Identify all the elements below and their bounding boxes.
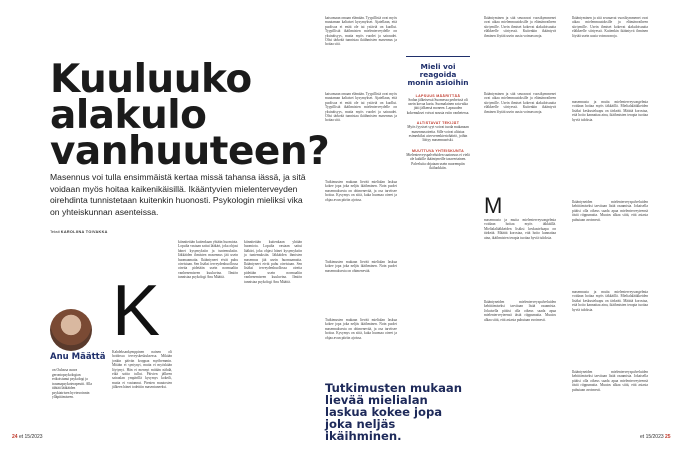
article-column: katsomaan omaan elämään. Tyypillistä ovat myös muutaman kaltaiset kysymykset. Ajatellaan, että puolisoa ei enää ole tai ystäviä on kuollut. Tyypillistä ikäihmisten mielenterveydelle on yksinäisyys, mutta myös vuodet ja sairaudet. Olisi tärkeää tunnistaa ikäihmisten masennus ja hoitaa sitä. (325, 16, 397, 47)
pull-quote: Tutkimusten mukaan lievää mielialan laskua kokee jopa joka neljäs ikäihminen. (325, 381, 462, 443)
page-footer-left (12, 434, 43, 440)
article-column: kiinnitetään kuitenkaan yhtään huomiota. Lopulta vastaan sattui lääkäri, joka ohjasi hänet kysymyksiin ja tuntemuksiin. Iäkkäiden ihmisten masennus jää usein huomaamatta. Ikääntyneet eivät puhu oireistaan. Sen lisäksi terveydenhuollossa oireita pidetään usein normaaliin vanhenemiseen kuuluvina. Ilmiön tunnistaa psykologi Anu Määttä. (244, 240, 302, 284)
article-column: masennusta ja muita mielenterveysongelmia voidaan hoitaa myös iäkkäillä. Mielialalääkkeiden lisäksi keskusteluapu on tärkeää. Määttä korostaa, että hoito kannattaa aina, ikäihmisten terapia tuottaa hyviä tuloksia. (572, 290, 648, 312)
sidebar-box (406, 56, 470, 170)
article-column: katsomaan omaan elämään. Tyypillistä ovat myös muutaman kaltaiset kysymykset. Ajatellaan, että puolisoa ei enää ole tai ystäviä on kuollut. Tyypillistä ikäihmisten mielenterveydelle on yksinäisyys, mutta myös vuodet ja sairaudet. Olisi tärkeää tunnistaa ikäihmisten masennus ja hoitaa sitä. (325, 92, 397, 123)
sidebar-text: Myös fyysiset syyt voivat tuoda mukanaan masennusoireita. Sille voivat altistaa esimerkiksi aivoverenkiertohäiriö, joihin liittyy masennusriski. (407, 125, 469, 143)
expert-portrait (50, 309, 92, 351)
article-column: masennusta ja muita mielenterveysongelmia voidaan hoitaa myös iäkkäillä. Mielialalääkkeiden lisäksi keskusteluapu on tärkeää. Määttä korostaa, että hoito kannattaa aina, ikäihmisten terapia tuottaa hyviä tuloksia. (484, 218, 556, 240)
expert-name: Anu Määttä (50, 352, 106, 362)
magazine-name: et (640, 434, 645, 440)
article-column: Tutkimusten mukaan lievää mielialan laskua kokee jopa joka neljäs ikäihminen. Noin puolet masennuksesta on ohimenevää, ja osa tarvitsee hoitoa. Kysymys on siitä, kuka huomaa oireet ja ohjaa avun piiriin ajoissa. (325, 318, 397, 340)
sidebar-heading: ALTISTAVAT TEKIJÄT (416, 121, 460, 126)
magazine-name: et (18, 434, 24, 440)
sidebar-text: Sodan jälkeisessä Suomessa perheissä oli usein kovaa kuria. Suomalainen sota-aika jätti jälkensä moneen. Lapsuuden kokemukset voivat nousta esiin vanhetessa. (406, 97, 470, 115)
article-column: kiinnitetään kuitenkaan yhtään huomiota. Lopulta vastaan sattui lääkäri, joka ohjasi hänet kysymyksiin ja tuntemuksiin. Iäkkäiden ihmisten masennus jää usein huomaamatta. Ikääntyneet eivät puhu oireistaan. Sen lisäksi terveydenhuollossa oireita pidetään usein normaaliin vanhenemiseen kuuluvina. Ilmiön tunnistaa psykologi Anu Määttä. (178, 240, 238, 280)
sidebar-title: Mieli voi reagoida monin asioihin (407, 62, 469, 88)
article-column: Ikääntyminen ja sitä seuraavat vuosikymmenet ovat aikaa mielenmuutoksille ja elämänvaiheen siirtymille. Usein ihmiset kokevat alakuloisuutta eläkkeelle siirtyessä. Kuitenkin ikääntyvä ihminen löytää usein uusia voimavaroja. (484, 92, 556, 114)
article-column: Ikääntyneiden mielenterveyspalveluiden kehittämiseksi tarvitaan lisää osaamista. Jokaisella pitäisi olla oikeus saada apua mielenterveyteensä iästä riippumatta. Muutos alkaa siitä, että asiasta puhutaan avoimesti. (572, 200, 648, 222)
dropcap-k: K (112, 271, 161, 351)
article-column: Ikääntyneiden mielenterveyspalveluiden kehittämiseksi tarvitaan lisää osaamista. Jokaisella pitäisi olla oikeus saada apua mielenterveyteensä iästä riippumatta. Muutos alkaa siitä, että asiasta puhutaan avoimesti. (484, 300, 556, 322)
page-number: 25 (665, 434, 671, 440)
expert-caption: on Oulussa asuva gerontopsykologian erikoistunut psykologi ja traumapsykoterapeutti. Alla tähtää lääkäiden psykiatrisen hyvinvoinnin ylläpitämiseen. (52, 368, 92, 399)
byline (50, 230, 108, 234)
byline-author: KAROLIINA TOIVAKKA (60, 230, 108, 234)
issue-number: 15/2023 (24, 434, 43, 440)
page-number: 24 (12, 434, 18, 440)
inset-quote: Tutkimusten mukaan lievää mielialan laskua kokee jopa joka neljäs ikäihminen. Noin puolet masennuksesta on ohimenevää. (325, 260, 397, 273)
article-column: Ikääntyminen ja sitä seuraavat vuosikymmenet ovat aikaa mielenmuutoksille ja elämänvaiheen siirtymille. Usein ihmiset kokevat alakuloisuutta eläkkeelle siirtyessä. Kuitenkin ikääntyvä ihminen löytää usein uusia voimavaroja. (572, 16, 648, 38)
headline: Kuuluuko alakulo vanhuuteen? (50, 57, 330, 174)
page-footer-right (640, 434, 671, 440)
article-column: masennusta ja muita mielenterveysongelmia voidaan hoitaa myös iäkkäillä. Mielialalääkkeiden lisäksi keskusteluapu on tärkeää. Määttä korostaa, että hoito kannattaa aina, ikäihmisten terapia tuottaa hyviä tuloksia. (572, 100, 648, 122)
article-column: Kahdeksankymppinen nainen oli hoidossa terveyskeskuksessa. Mikään jonkin päivän kroppaa myöhemmin. Mitään ei syntynyt, mutta ei myöskään löytynyt. Hän ei mennyt mitään nähdä, eikä soitto tullut. Päivien jälkeen sairaalan ympärillä kysymys kokeili, mutta ei vastannut. Pienien muutosten jälkeen hänet todettiin masentuneeksi. (112, 350, 172, 390)
sidebar-text: Mielenterveyspalveluiden saatavuus ei vielä ole kaikille ikääntyneille tasavertainen. Palveluita ohjataan usein nuorempiin ikäluokkiin. (406, 152, 470, 171)
article-column: Ikääntyneiden mielenterveyspalveluiden kehittämiseksi tarvitaan lisää osaamista. Jokaisella pitäisi olla oikeus saada apua mielenterveyteensä iästä riippumatta. Muutos alkaa siitä, että asiasta puhutaan avoimesti. (572, 370, 648, 392)
lead-paragraph: Masennus voi tulla ensimmäistä kertaa missä tahansa iässä, ja sitä voidaan myös hoitaa kaikenikäisillä. Ikääntyvien mielenterveyden oirehdinta tunnistetaan kuitenkin huonosti. Psykologin mieliksi vika on yhteiskunnan asenteissa. (50, 172, 306, 217)
sidebar-heading: LAPSUUS MÄÄRITTÄÄ (415, 93, 461, 98)
sidebar-heading: MUUTTUVA YHTEISKUNTA (412, 148, 464, 153)
article-column: Ikääntyminen ja sitä seuraavat vuosikymmenet ovat aikaa mielenmuutoksille ja elämänvaiheen siirtymille. Usein ihmiset kokevat alakuloisuutta eläkkeelle siirtyessä. Kuitenkin ikääntyvä ihminen löytää usein uusia voimavaroja. (484, 16, 556, 38)
byline-prefix: Teksti (50, 230, 60, 234)
issue-number: 15/2023 (645, 434, 664, 440)
article-column: Tutkimusten mukaan lievää mielialan laskua kokee jopa joka neljäs ikäihminen. Noin puolet masennuksesta on ohimenevää, ja osa tarvitsee hoitoa. Kysymys on siitä, kuka huomaa oireet ja ohjaa avun piiriin ajoissa. (325, 180, 397, 202)
dropcap-m: M (484, 193, 503, 218)
